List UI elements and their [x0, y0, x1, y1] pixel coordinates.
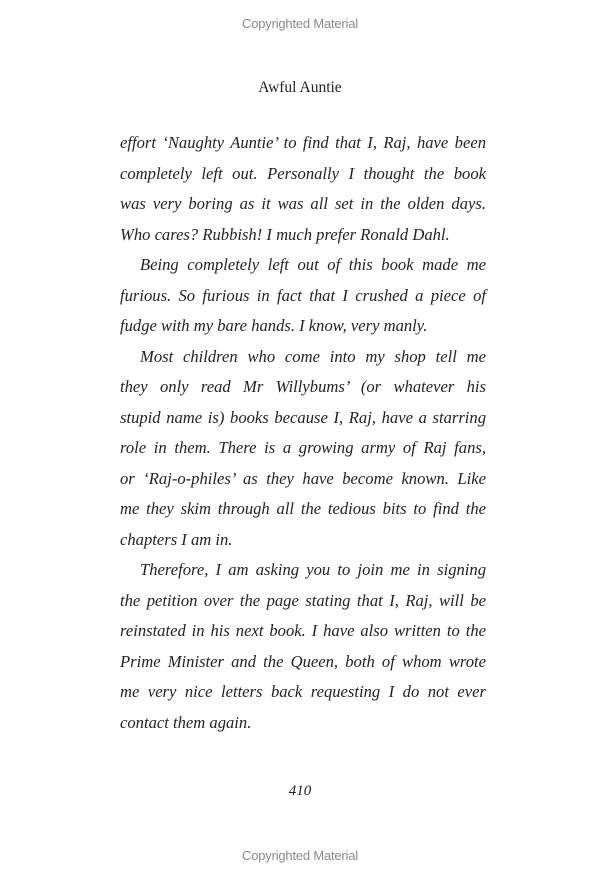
page-number: 410 — [288, 783, 312, 799]
copyright-watermark-bottom: Copyrighted Material — [242, 848, 358, 863]
text-line: furious. So furious in fact that I crushed a piece of — [120, 285, 486, 305]
text-line: stupid name is) books because I, Raj, have a starring — [120, 407, 486, 427]
paragraph — [120, 128, 486, 250]
running-head: Awful Auntie — [258, 79, 342, 96]
text-line: or ‘Raj-o-philes’ as they have become known. Like — [120, 468, 486, 488]
paragraph — [120, 342, 486, 556]
text-line: role in them. There is a growing army of Raj fans, — [120, 438, 486, 457]
paragraph — [120, 555, 486, 738]
text-line: contact them again. — [120, 712, 252, 732]
text-line: fudge with my bare hands. I know, very manly. — [120, 316, 428, 335]
text-line: was very boring as it was all set in the olden days. — [120, 194, 486, 213]
text-line: Being completely left out of this book made me — [140, 255, 486, 274]
copyright-watermark-top: Copyrighted Material — [242, 16, 358, 31]
text-line: Therefore, I am asking you to join me in signing — [140, 560, 486, 579]
text-line: Who cares? Rubbish! I much prefer Ronald Dahl. — [120, 224, 450, 244]
text-line: they only read Mr Willybums’ (or whatever his — [120, 377, 486, 396]
text-line: effort ‘Naughty Auntie’ to find that I, Raj, have been — [120, 133, 486, 152]
paragraph — [120, 250, 486, 342]
text-line: reinstated in his next book. I have also written to the — [120, 621, 486, 640]
text-line: me they skim through all the tedious bits to find the — [120, 499, 486, 518]
text-line: Most children who come into my shop tell me — [140, 346, 486, 366]
body-text — [120, 128, 486, 738]
text-line: chapters I am in. — [120, 529, 233, 549]
text-line: the petition over the page stating that I, Raj, will be — [120, 590, 486, 610]
text-line: Prime Minister and the Queen, both of whom wrote — [120, 651, 486, 671]
text-line: me very nice letters back requesting I do not ever — [120, 682, 486, 701]
text-line: completely left out. Personally I thought the book — [120, 163, 486, 183]
